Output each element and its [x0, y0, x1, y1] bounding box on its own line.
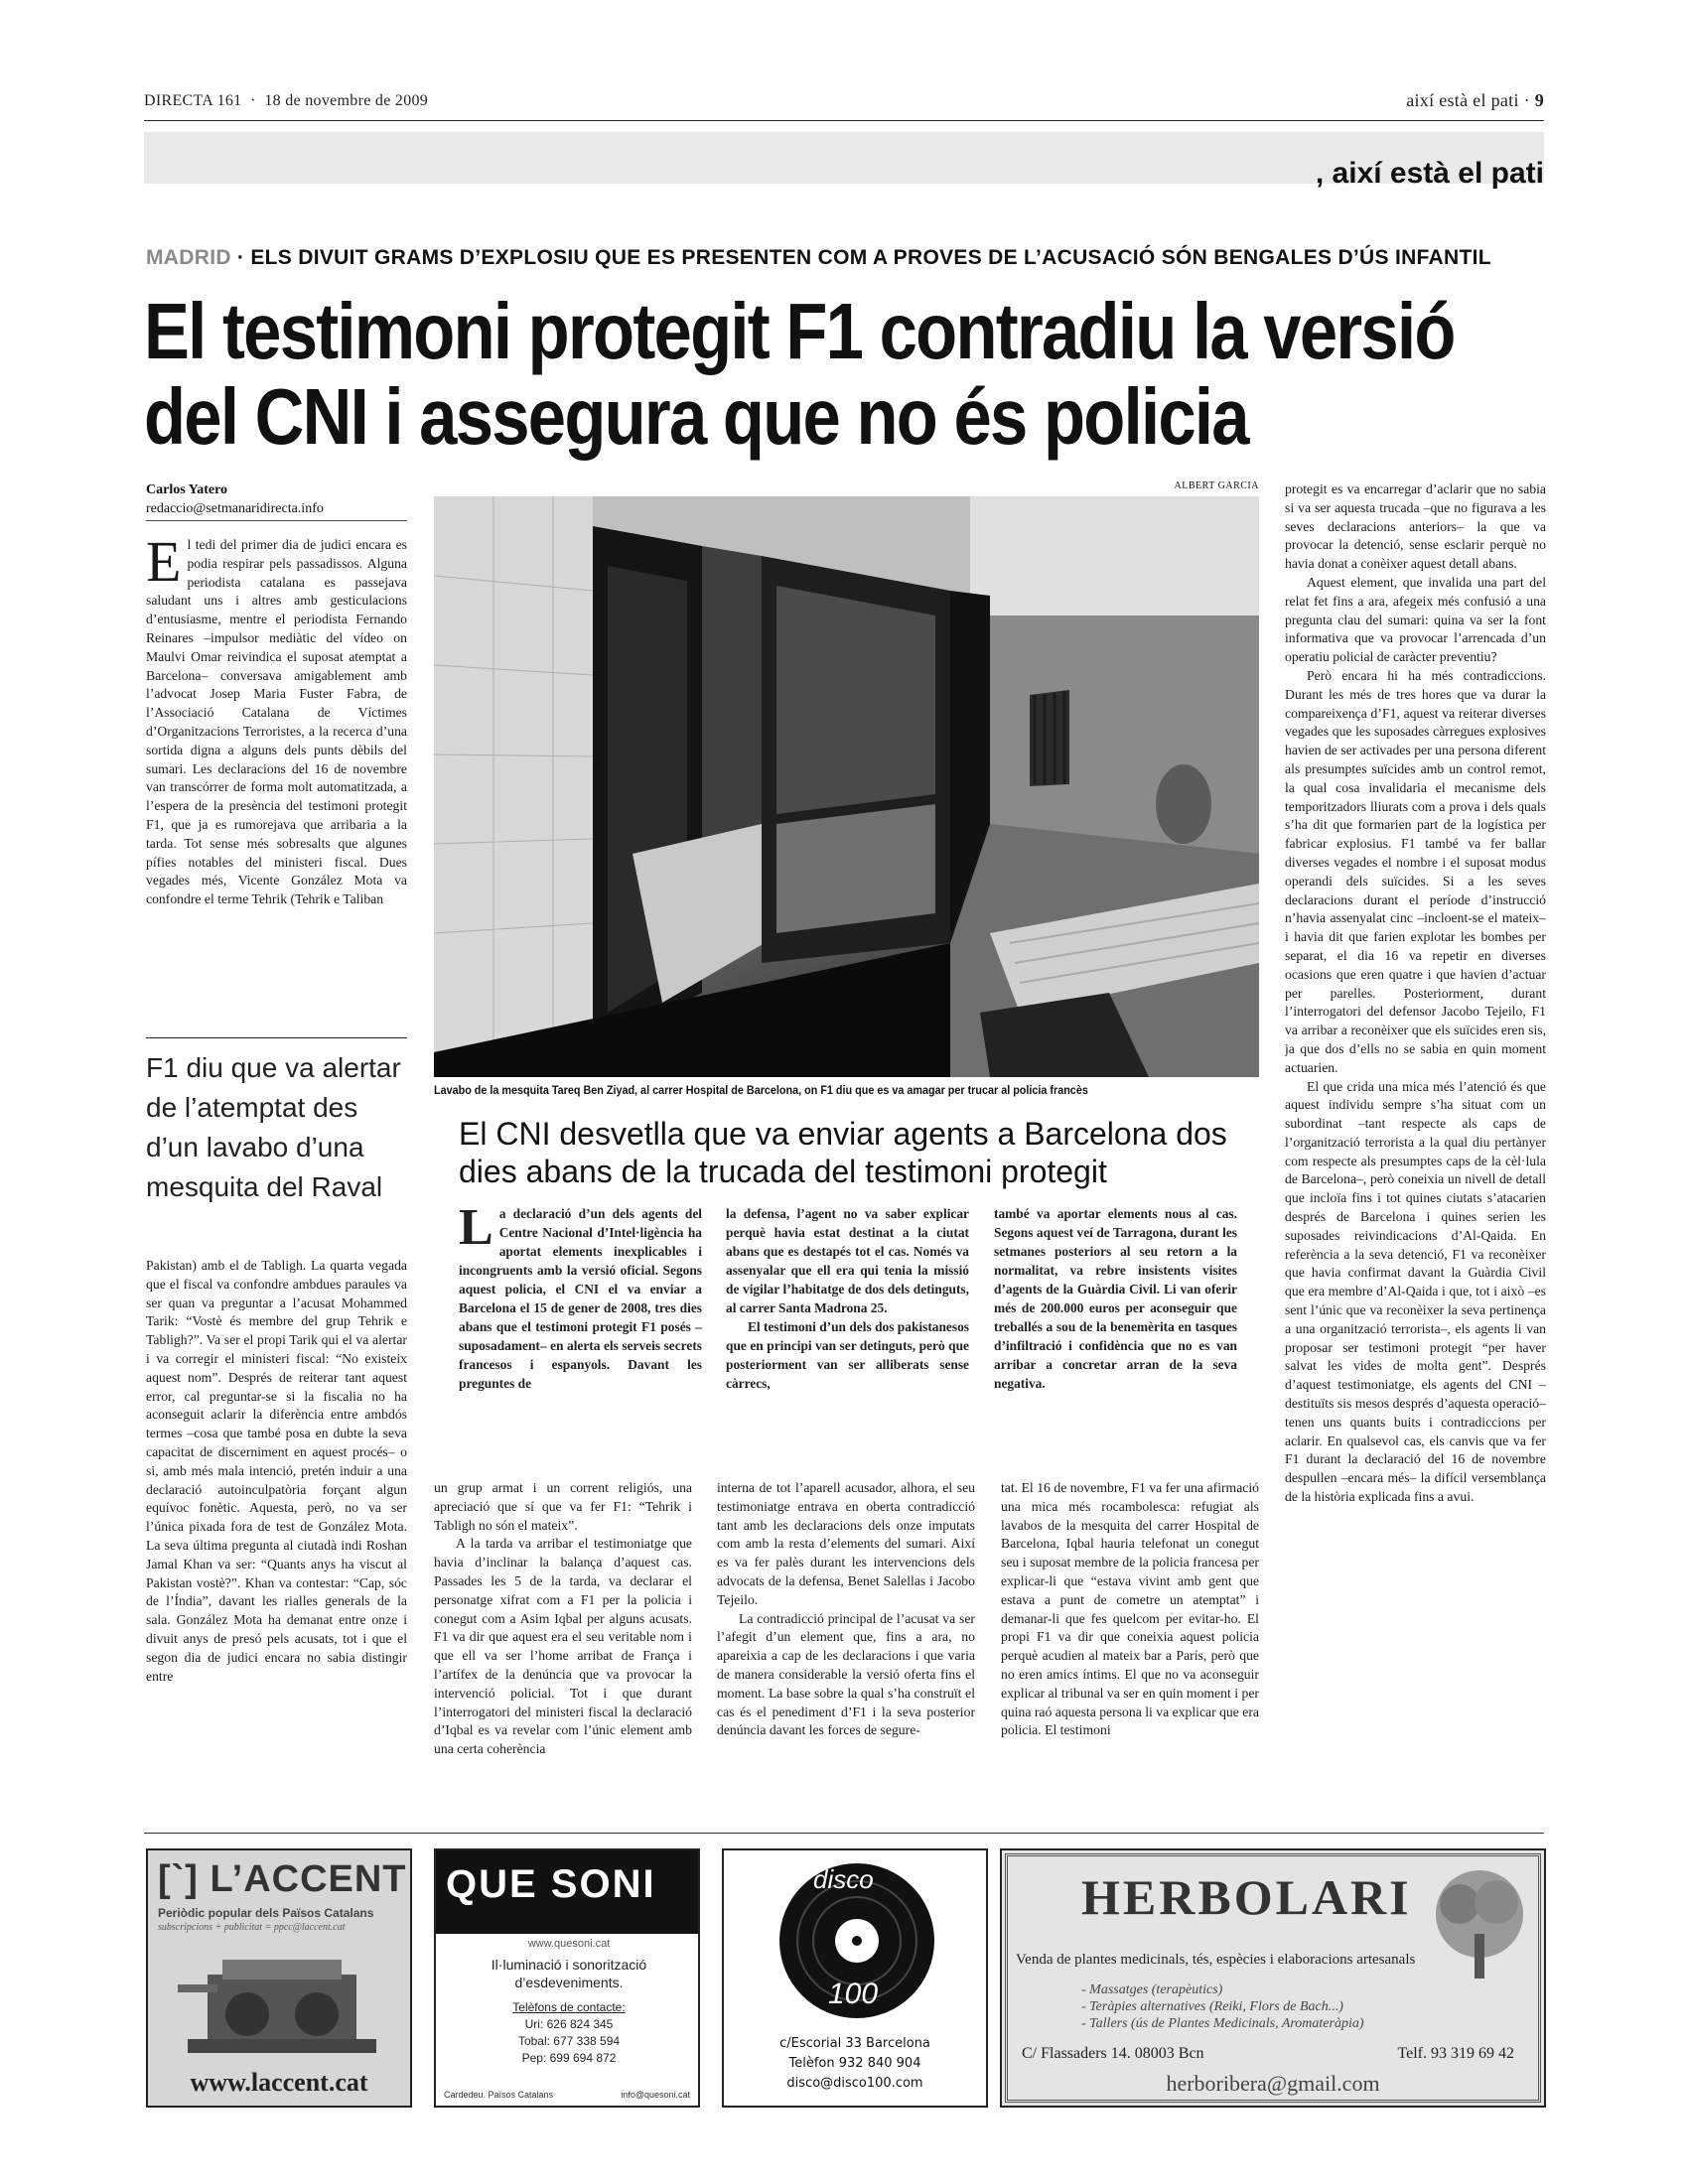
- column-1-bottom: [146, 1257, 407, 1807]
- kicker: [146, 246, 1546, 270]
- quesoni-contacts: [446, 1999, 692, 2067]
- byline-rule: [146, 520, 407, 521]
- paragraph-1: l tedi del primer dia de judici encara es podia respirar pels passadissos. Alguna periodista catalana es passejava saludant uns i altres amb gesticulacions d’entusiasme, mentre el periodista Fernando Reinares –impulsor mediàtic del vídeo on Maulvi Omar reivindica el suposat atemptat a Barcelona– conversava amigablement amb l’advocat Josep Maria Fuster Fabra, de l’Associació Catalana de Víctimes d’Organitzacions Terroristes, a la recerca d’una sortida digna a alguns dels punts dèbils del sumari. Les declaracions del 16 de novembre van transcórrer de forma molt automatitzada, a l’espera de la presència del testimoni protegit F1, que ja es rumorejava que arribaria a la tarda. Tot sense més sobresalts que algunes pífies notables del ministeri fiscal. Dues vegades més, Vicente González Mota va confondre el terme Tehrik (Tehrik e Taliban: [146, 537, 407, 907]
- issue-folio: [144, 92, 428, 110]
- ad-quesoni[interactable]: [434, 1848, 700, 2108]
- sub-headline: El CNI desvetlla que va enviar agents a Barcelona dos dies abans de la trucada del testimoni protegit: [459, 1116, 1227, 1189]
- disco-phone: Telèfon 932 840 904: [788, 2056, 921, 2071]
- herbolari-phone: Telf. 93 319 69 42: [1397, 2045, 1514, 2062]
- issue-number: DIRECTA 161: [144, 92, 242, 109]
- kicker-location: MADRID: [146, 246, 231, 269]
- disco-email[interactable]: disco@disco100.com: [786, 2076, 923, 2091]
- paragraph-2: Pakistan) amb el de Tabligh. La quarta vegada que el fiscal va confondre ambdues paraules va ser quan va preguntar a l’acusat Mohammed Tarik: “Vostè és membre del grup Tehrik e Tabligh?”. Va ser el propi Tarik qui el va alertar i va corregir el ministeri fiscal: “No existeix aquest nom”. Després de reiterar tant aquest error, cal preguntar-se si la fiscalia no ha aconseguit aclarir la diferència entre ambdós termes –cosa que també posa en dubte la seva capacitat de discerniment en aquest procés– o si, amb més mala intenció, pretén induir a una declaració autoinculpatòria forçant algun equívoc fonètic. Aquesta, però, no va ser l’única pixada fora de test de González Mota. La seva última pregunta al ciutadà indi Roshan Jamal Khan va ser: “Quants anys ha viscut al Pakistan vostè?”. Khan va contestar: “Cap, sóc de l’Índia”, davant les rialles generals de la sala. González Mota ha demanat entre onze i divuit anys de presó pels acusats, tot i que el segon dia de judici encara no sabia distingir entre: [146, 1258, 407, 1684]
- photo-illustration: [434, 496, 1259, 1077]
- box-gap: [434, 1104, 1259, 1106]
- box-column-1: [459, 1199, 702, 1393]
- service-massage: - Massatges (terapèutics): [1081, 1982, 1223, 1997]
- issue-date: 18 de novembre de 2009: [264, 92, 429, 109]
- mosque-lavatory-photo: [434, 496, 1259, 1077]
- column-4: [1001, 1479, 1259, 1807]
- author-email: redaccio@setmanaridirecta.info: [146, 501, 324, 516]
- quesoni-location: Cardedeu. Països Catalans: [444, 2090, 554, 2100]
- contact-uri: Uri: 626 824 345: [524, 2017, 614, 2031]
- byline: [146, 480, 404, 518]
- page-section-name: així està el pati: [1406, 90, 1519, 110]
- kicker-text: · ELS DIVUIT GRAMS D’EXPLOSIU QUE ES PRESENTEN COM A PROVES DE L’ACUSACIÓ SÓN BENGALES D’ÚS INFANTIL: [230, 246, 1491, 269]
- ad-laccent[interactable]: [146, 1848, 412, 2108]
- paragraph-7: tat. El 16 de novembre, F1 va fer una afirmació una mica més rocambolesca: refugiat als lavabos de la mesquita del carrer Hospital de Barcelona, Iqbal hauria telefonat un conegut seu i suposat membre de la policia francesa per explicar-li que “estava vivint amb gent que estava a punt de cometre un atemptat” i demanar-li que fes quelcom per evitar-ho. El propi F1 va dir que coneixia aquest policia perquè acudien al mateix bar a París, però que no eren amics íntims. El que no va aconseguir explicar al tribunal va ser en quin moment i per quina raó aquesta persona li va explicar que era policia. El testimoni: [1001, 1480, 1259, 1738]
- laccent-tagline: Periòdic popular dels Països Catalans: [158, 1906, 374, 1920]
- service-therapies: - Teràpies alternatives (Reiki, Flors de Bach...): [1081, 1999, 1343, 2014]
- disco-address: c/Escorial 33 Barcelona: [779, 2036, 930, 2051]
- headline-line-1: El testimoni protegit F1 contradiu la versió: [144, 287, 1455, 375]
- folio-separator-2: ·: [1523, 90, 1530, 110]
- box-column-3: [994, 1204, 1237, 1393]
- contacts-title: Telèfons de contacte:: [512, 2000, 626, 2014]
- column-3: [717, 1479, 975, 1807]
- page-folio: [1406, 90, 1544, 111]
- paragraph-5: interna de tot l’aparell acusador, alhora, el seu testimoniatge entrava en oberta contradicció tant amb les declaracions dels onze imputats com amb la resta d’elements del sumari. Així es va fer palès durant les intervencions dels advocats de la defensa, Benet Salellas i Jacobo Tejeilo.: [717, 1480, 975, 1607]
- author-name: Carlos Yatero: [146, 482, 228, 497]
- column-5: [1285, 480, 1546, 1807]
- herbolari-email[interactable]: herboribera@gmail.com: [1166, 2071, 1380, 2096]
- herbolari-title: HERBOLARI: [1081, 1869, 1412, 1925]
- photo-credit: ALBERT GARCIA: [1174, 480, 1259, 491]
- box-paragraph-3: El testimoni d’un dels dos pakistanesos que en principi van ser detinguts, però que posteriorment van ser alliberats sense càrrecs,: [726, 1319, 969, 1391]
- quesoni-logo: QUE SONI: [446, 1862, 656, 1906]
- box-column-2: [726, 1204, 969, 1393]
- page-number: 9: [1534, 90, 1544, 110]
- column-1-top: [146, 536, 407, 991]
- paragraph-10: Però encara hi ha més contradiccions. Durant les més de tres hores que va durar la compareixença d’F1, aquest va reiterar diverses vegades que les suposades càrregues explosives havien de ser activades per una persona diferent als presumptes suïcides amb un control remot, la qual cosa invalidaria el mecanisme dels temporitzadors lliurats com a prova i dels quals s’ha dit que formarien part de la logística per fabricar explosius. F1 també va fer ballar diverses vegades el nombre i el suposat modus operandi dels suïcides. Si a les seves declaracions durant el període d’instrucció n’havia assenyalat cinc –incloent-se el mateix– i havia dit que farien explotar les bombes per separat, el dia 16 va repetir en diverses ocasions que eren quatre i que havien d’actuar per parelles. Posteriorment, durant l’interrogatori del defensor Jacobo Tejeilo, F1 va arribar a reconèixer que els suïcides eren sis, ja que dos d’ells no se sabia en quin moment actuarien.: [1285, 667, 1546, 1075]
- pull-quote: F1 diu que va alertar de l’atemptat des d’un lavabo d’una mesquita del Raval: [146, 1037, 407, 1207]
- disco-contact: [724, 2034, 986, 2094]
- herbolari-description: Venda de plantes medicinals, tés, espècies i elaboracions artesanals: [1016, 1952, 1416, 1968]
- paragraph-6: La contradicció principal de l’acusat va ser l’afegit d’un element que, fins a ara, no apareixia a cap de les declaracions i que varia de manera considerable la versió oferta fins el moment. La base sobre la qual s’ha construït el cas és el penediment d’F1 i la seva posterior denúncia davant les forces de segure-: [717, 1610, 975, 1738]
- laccent-logo: [`] L’ACCENT: [158, 1858, 407, 1900]
- box-paragraph-1: a declaració d’un dels agents del Centre Nacional d’Intel·ligència ha aportat elements inexplicables i incongruents amb la versió oficial. Segons aquest policia, el CNI el va enviar a Barcelona el 15 de gener de 2008, tres dies abans que el testimoni protegit F1 posés –suposadament– en alerta els serveis secrets francesos i espanyols. Davant les preguntes de: [459, 1206, 702, 1391]
- dropcap: E: [146, 536, 182, 594]
- service-workshops: - Tallers (ús de Plantes Medicinals, Aromateràpia): [1081, 2016, 1364, 2031]
- laccent-subline: subscripcions + publicitat = ppcc@laccent.cat: [158, 1922, 346, 1933]
- paragraph-4: A la tarda va arribar el testimoniatge que havia d’inclinar la balança d’aquest cas. Passades les 5 de la tarda, va declarar el personatge xifrat com a F1 per la policia i conegut com a Asim Iqbal per alguns acusats. F1 va dir que aquest era el seu veritable nom i que ell va ser l’home arribat de França i l’artífex de la denúncia que va provocar la intervenció policial. Tot i que durant l’interrogatori del ministeri fiscal la declaració d’Iqbal es va revelar com l’únic element amb una certa coherència: [434, 1536, 692, 1757]
- quesoni-url[interactable]: www.quesoni.cat: [527, 1938, 611, 1950]
- herbolari-services: [1081, 1981, 1364, 2032]
- folio-separator: ·: [250, 92, 256, 109]
- contact-pep: Pep: 699 694 872: [521, 2051, 617, 2065]
- box-paragraph-2: la defensa, l’agent no va saber explicar perquè havia estat destinat a la ciutat abans que es destapés tot el cas. Només va assenyalar que ell era qui tenia la missió de vigilar l’habitatge de dos dels detinguts, al carrer Santa Madrona 25.: [726, 1206, 969, 1315]
- box-paragraph-4: també va aportar elements nous al cas. Segons aquest veí de Tarragona, durant les setmanes posteriors al seu retorn a la normalitat, va rebre insistents visites d’agents de la Guàrdia Civil. Li van oferir més de 200.000 euros per aconseguir que treballés a sou de la benemèrita en tasques d’infiltració i confidència que no es van arribar a concretar arran de la seva negativa.: [994, 1206, 1237, 1391]
- paragraph-8: protegit es va encarregar d’aclarir que no sabia si va ser aquesta trucada –que no figurava a les seves declaracions anteriors– la que va provocar la detenció, sense esclarir perquè no havia donat a conèixer aquest detall abans.: [1285, 481, 1546, 572]
- quesoni-email[interactable]: info@quesoni.cat: [621, 2090, 690, 2100]
- herbolari-address: C/ Flassaders 14. 08003 Bcn: [1022, 2045, 1204, 2062]
- ad-disco100[interactable]: [722, 1848, 988, 2108]
- disco-logo-bottom: 100: [828, 1978, 879, 2010]
- paragraph-9: Aquest element, que invalida una part del relat fet fins a ara, afegeix més confusió a una pregunta clau del sumari: quina va ser la font informativa que va provocar l’arrencada d’un operatiu policial de caràcter preventiu?: [1285, 574, 1546, 665]
- ads-rule: [144, 1833, 1544, 1834]
- paragraph-11: El que crida una mica més l’atenció és que aquest individu sempre s’ha situat com un subordinat –tant respecte als caps de l’organització terrorista a la qual diu pertànyer com respecte als presumptes caps de la cèl·lula de Barcelona–, però coneixia un nivell de detall que incloïa fins i tot quines ciutats s’atacarien després de Barcelona i quines serien les suposades reivindicacions d’Al-Qaida. En referència a la seva detenció, F1 va reconèixer que havia confirmat davant la Guàrdia Civil que era membre d’Al-Qaida i que, tot i això –es sent l’únic que va reconèixer la seva pertinença a una organització terrorista–, els agents li van proposar ser testimoni protegit “per haver salvat les vides de molta gent”. Després d’aquest testimoniatge, els agents del CNI –destituïts sis mesos després d’aquesta operació– tenen uns quants buits i contradiccions per aclarir. En qualsevol cas, els canvis que va fer F1 durant la declaració del 16 de novembre despullen –encara més– la difícil versemblança de la història explicada fins a avui.: [1285, 1078, 1546, 1505]
- contact-tobal: Tobal: 677 338 594: [517, 2034, 621, 2048]
- paragraph-3: un grup armat i un corrent religiós, una apreciació que sí que va fer F1: “Tehrik i Tabligh no són el mateix”.: [434, 1480, 692, 1533]
- box-dropcap: L: [459, 1199, 493, 1256]
- header-rule: [144, 120, 1544, 121]
- headline-line-2: del CNI i assegura que no és policia: [144, 372, 1248, 461]
- section-label: , així està el pati: [1315, 157, 1544, 190]
- printing-press-icon: [168, 1945, 394, 2064]
- ad-herbolari[interactable]: [1000, 1848, 1546, 2108]
- laccent-url[interactable]: www.laccent.cat: [190, 2068, 368, 2097]
- disco-logo-top: disco: [813, 1864, 874, 1894]
- photo-caption: Lavabo de la mesquita Tareq Ben Ziyad, al carrer Hospital de Barcelona, on F1 diu que es va amagar per trucar al policia francès: [434, 1083, 1088, 1097]
- quesoni-description: Il·luminació i sonorització d’esdeveniments.: [491, 1957, 647, 1990]
- column-2: [434, 1479, 692, 1807]
